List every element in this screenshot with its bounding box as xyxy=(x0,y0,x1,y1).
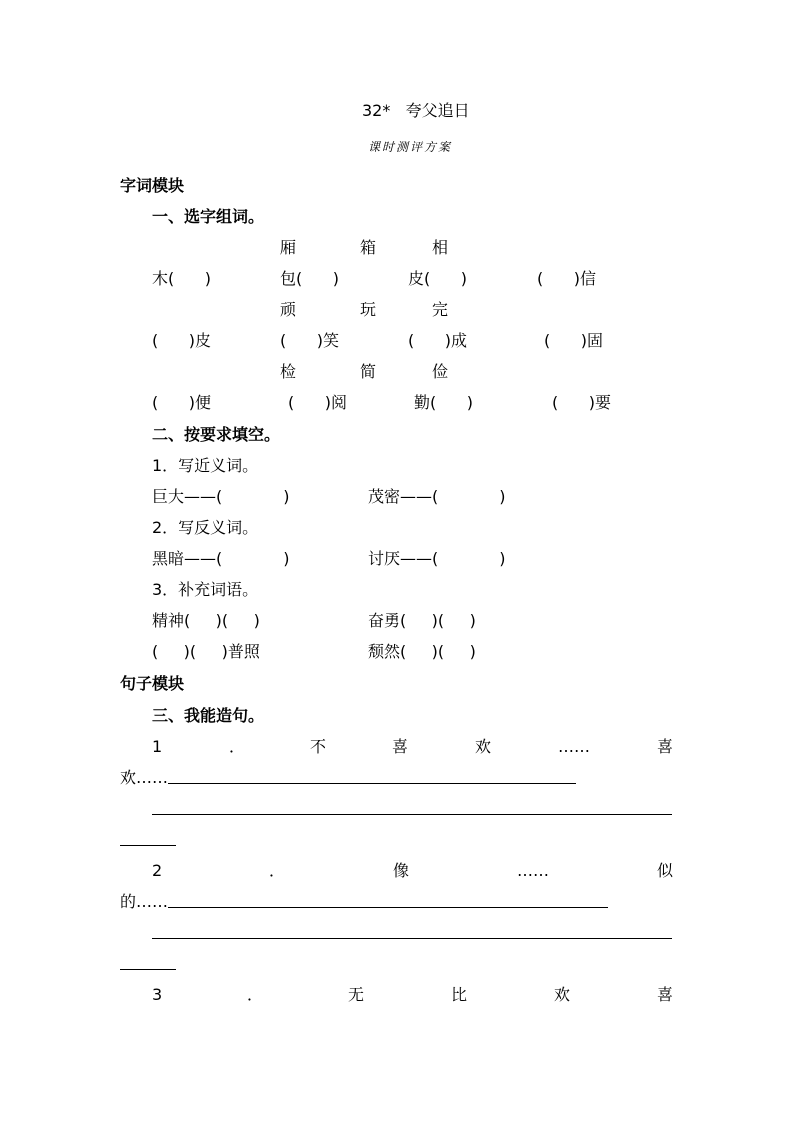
fill-item[interactable]: ( )固 xyxy=(544,331,604,350)
sentence-3-token: 欢 xyxy=(554,985,571,1004)
sentence-1-token: …… xyxy=(558,737,590,756)
answer-line[interactable] xyxy=(168,907,608,908)
sub-question-synonyms: 1．写近义词。 xyxy=(152,456,259,475)
fill-item[interactable]: ( )成 xyxy=(408,331,468,350)
choice-char: 相 xyxy=(432,238,449,257)
sentence-2-token: 似 xyxy=(657,861,674,880)
sentence-3-token: 无 xyxy=(348,985,365,1004)
choice-char: 玩 xyxy=(360,300,377,319)
page-title: 32* 夸父追日 xyxy=(362,101,470,120)
choice-char: 箱 xyxy=(360,238,377,257)
fill-item[interactable]: ( )信 xyxy=(537,269,597,288)
fill-item[interactable]: 包( ) xyxy=(280,269,340,288)
fill-item[interactable]: ( )要 xyxy=(552,393,612,412)
sub-question-antonyms: 2．写反义词。 xyxy=(152,518,259,537)
sentence-1-token: 欢 xyxy=(475,737,492,756)
fill-item[interactable]: ( )便 xyxy=(152,393,212,412)
section-heading-words: 字词模块 xyxy=(120,176,185,195)
fill-item[interactable]: ( )阅 xyxy=(288,393,348,412)
answer-line[interactable] xyxy=(168,783,576,784)
sentence-1-token: 1 xyxy=(152,737,163,756)
fill-item[interactable]: 讨厌——( ) xyxy=(368,549,506,568)
answer-line[interactable] xyxy=(152,814,672,815)
sentence-1-token: 喜 xyxy=(392,737,409,756)
sentence-2-token: …… xyxy=(517,861,549,880)
sentence-1-token: 喜 xyxy=(657,737,674,756)
choice-char: 检 xyxy=(280,362,297,381)
sentence-2-token: 像 xyxy=(393,861,410,880)
sub-question-idioms: 3．补充词语。 xyxy=(152,580,259,599)
sentence-2-token: ． xyxy=(269,861,286,880)
sentence-3-token: ． xyxy=(247,985,264,1004)
answer-line[interactable] xyxy=(152,938,672,939)
sentence-3-token: 3 xyxy=(152,985,163,1004)
sentence-1-continuation: 欢…… xyxy=(120,768,169,787)
question-1-heading: 一、选字组词。 xyxy=(152,207,265,226)
choice-char: 顽 xyxy=(280,300,297,319)
fill-item[interactable]: 勤( ) xyxy=(414,393,474,412)
fill-item[interactable]: 皮( ) xyxy=(408,269,468,288)
sentence-2-token: 2 xyxy=(152,861,163,880)
sentence-1-token: 不 xyxy=(310,737,327,756)
sentence-1-token: ． xyxy=(229,737,246,756)
fill-item[interactable]: 木( ) xyxy=(152,269,212,288)
choice-char: 完 xyxy=(432,300,449,319)
fill-item[interactable]: 茂密——( ) xyxy=(368,487,506,506)
fill-item[interactable]: 精神( )( ) xyxy=(152,611,260,630)
fill-item[interactable]: 黑暗——( ) xyxy=(152,549,290,568)
question-3-heading: 三、我能造句。 xyxy=(152,706,265,725)
fill-item[interactable]: 奋勇( )( ) xyxy=(368,611,476,630)
sentence-2-continuation: 的…… xyxy=(120,892,169,911)
answer-line[interactable] xyxy=(120,969,176,970)
sentence-3-token: 比 xyxy=(451,985,468,1004)
choice-char: 简 xyxy=(360,362,377,381)
fill-item[interactable]: 巨大——( ) xyxy=(152,487,290,506)
page-subtitle: 课时测评方案 xyxy=(368,140,453,154)
fill-item[interactable]: ( )笑 xyxy=(280,331,340,350)
fill-item[interactable]: ( )皮 xyxy=(152,331,212,350)
question-2-heading: 二、按要求填空。 xyxy=(152,425,281,444)
fill-item[interactable]: 颓然( )( ) xyxy=(368,642,476,661)
fill-item[interactable]: ( )( )普照 xyxy=(152,642,260,661)
choice-char: 俭 xyxy=(432,362,449,381)
answer-line[interactable] xyxy=(120,845,176,846)
choice-char: 厢 xyxy=(280,238,297,257)
sentence-3-token: 喜 xyxy=(657,985,674,1004)
section-heading-sentences: 句子模块 xyxy=(120,674,185,693)
